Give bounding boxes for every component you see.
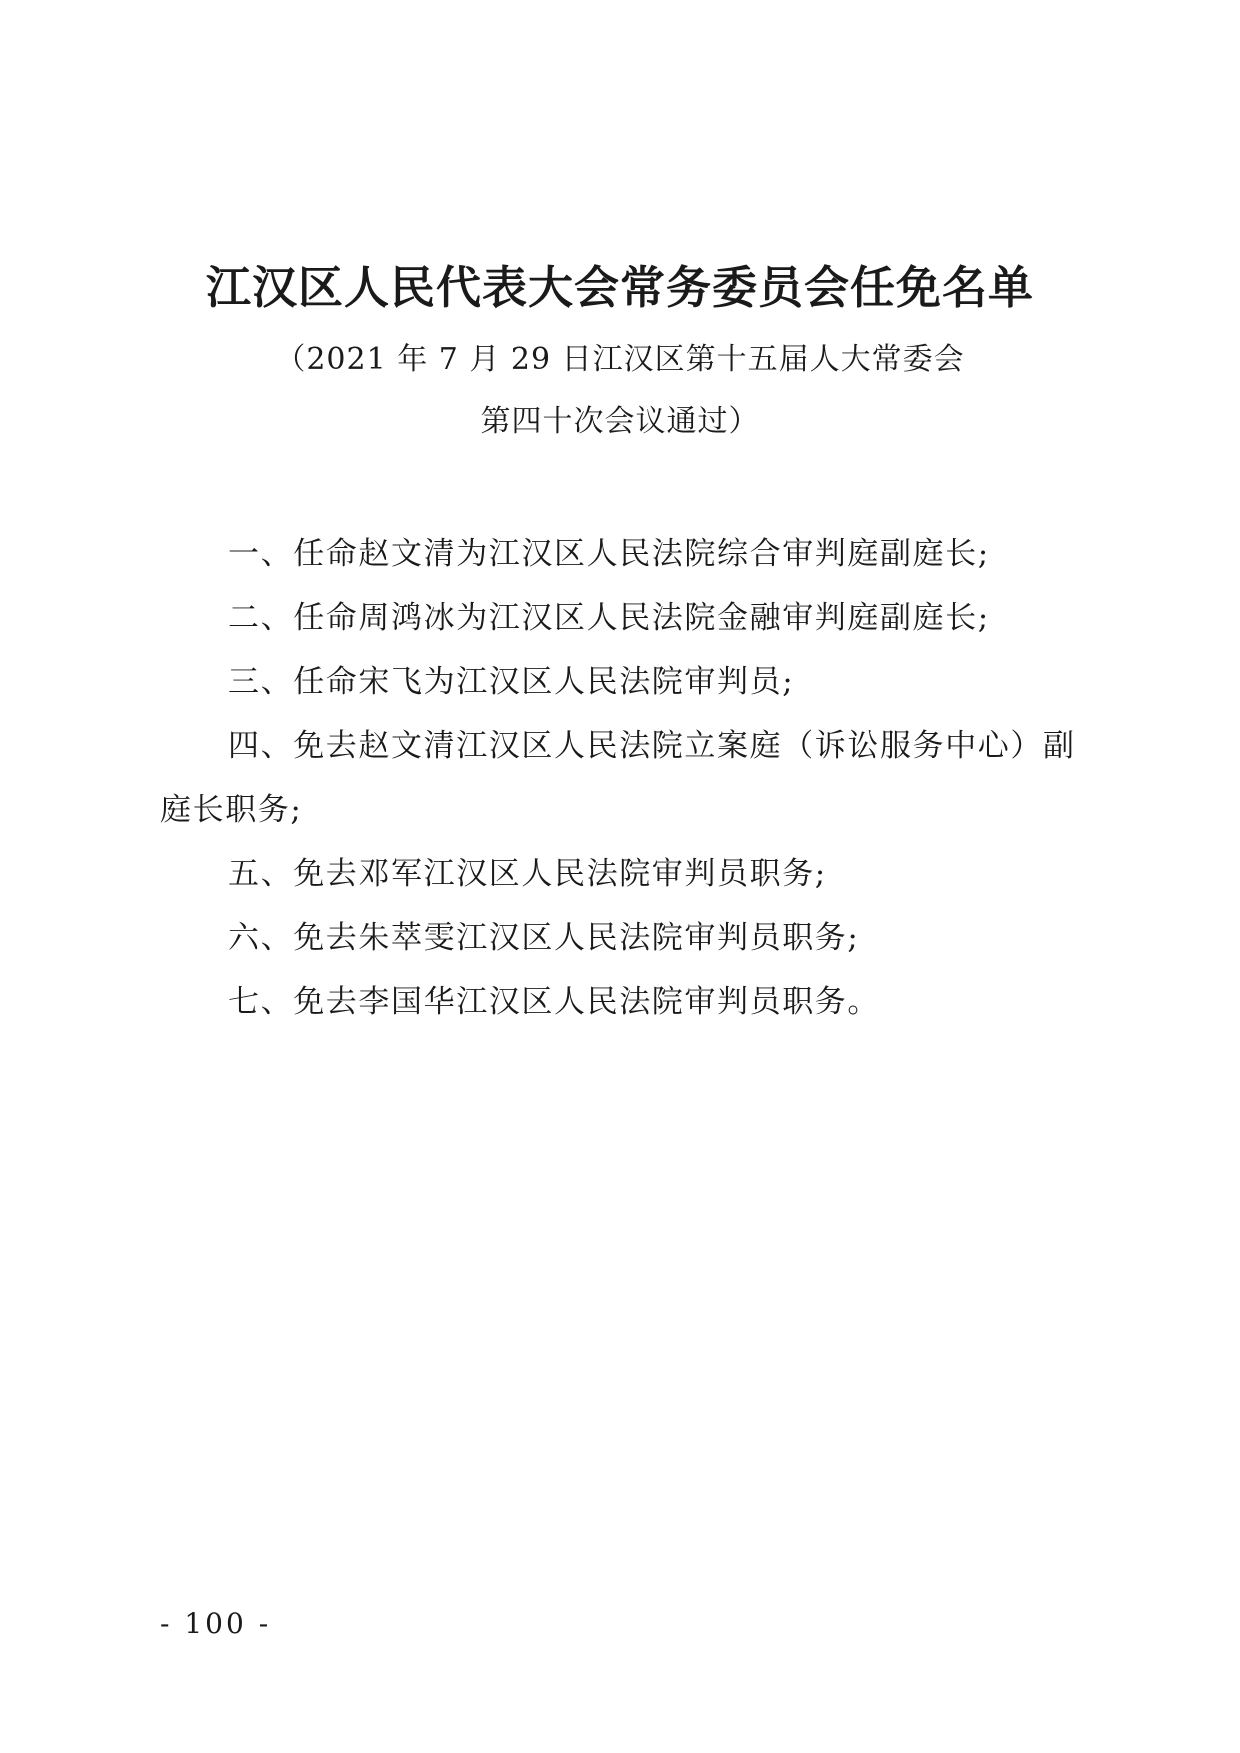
list-item: 四、免去赵文清江汉区人民法院立案庭（诉讼服务中心）副庭长职务; (160, 728, 1076, 828)
document-subtitle-line2: 第四十次会议通过） (480, 404, 760, 439)
list-item: 二、任命周鸿冰为江汉区人民法院金融审判庭副庭长; (228, 600, 990, 636)
list-item: 一、任命赵文清为江汉区人民法院综合审判庭副庭长; (228, 536, 990, 572)
document-subtitle-line1: （2021 年 7 月 29 日江汉区第十五届人大常委会 (275, 342, 965, 377)
list-item: 五、免去邓军江汉区人民法院审判员职务; (228, 856, 827, 892)
document-title: 江汉区人民代表大会常务委员会任免名单 (205, 261, 1034, 314)
list-item: 七、免去李国华江汉区人民法院审判员职务。 (228, 984, 880, 1020)
appointment-list (160, 522, 1090, 1034)
list-item: 三、任命宋飞为江汉区人民法院审判员; (228, 664, 795, 700)
page-number: - 100 - (160, 1607, 272, 1640)
list-item: 六、免去朱萃雯江汉区人民法院审判员职务; (228, 920, 860, 956)
